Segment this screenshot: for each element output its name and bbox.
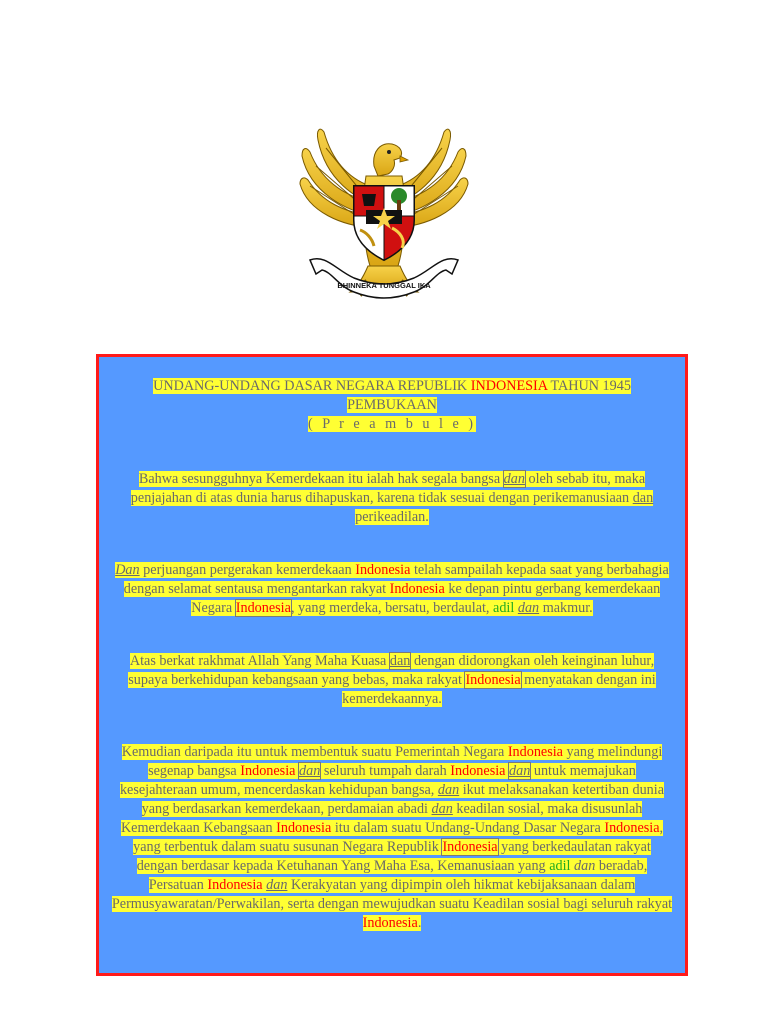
paragraph-1: Bahwa sesungguhnya Kemerdekaan itu ialah hak segala bangsa dan oleh sebab itu, maka penjajahan di atas dunia harus dihapuskan, karena tidak sesuai dengan perikemanusiaan dan perikeadilan. — [130, 471, 654, 525]
preamble-frame — [96, 354, 688, 976]
paragraph-3: Atas berkat rakhmat Allah Yang Maha Kuasa dan dengan didorongkan oleh keinginan luhur, supaya berkehidupan kebangsaan yang bebas, maka rakyat Indonesia menyatakan dengan ini kemerdekaannya. — [128, 653, 656, 707]
paragraph-2: Dan perjuangan pergerakan kemerdekaan Indonesia telah sampailah kepada saat yang berbahagia dengan selamat sentausa mengantarkan rakyat Indonesia ke depan pintu gerbang kemerdekaan Negara Indonesia, yang merdeka, bersatu, berdaulat, adil dan makmur. — [115, 562, 669, 616]
title-preamble: ( P r e a m b u l e ) — [307, 416, 477, 432]
motto-text: BHINNEKA TUNGGAL IKA — [337, 281, 431, 290]
garuda-emblem — [296, 120, 472, 316]
title-pembukaan: PEMBUKAAN — [347, 397, 437, 413]
shield — [354, 186, 414, 260]
preamble-content — [111, 377, 673, 933]
garuda-head — [374, 144, 408, 176]
document-title: UNDANG-UNDANG DASAR NEGARA REPUBLIK INDONESIA TAHUN 1945 PEMBUKAAN ( P r e a m b u l e ) — [153, 378, 631, 432]
paragraph-4: Kemudian daripada itu untuk membentuk suatu Pemerintah Negara Indonesia yang melindungi segenap bangsa Indonesia dan seluruh tumpah darah Indonesia dan untuk memajukan kesejahteraan umum, mencerdaskan kehidupan bangsa, dan ikut melaksanakan ketertiban dunia yang berdasarkan kemerdekaan, perdamaian abadi dan keadilan sosial, maka disusunlah Kemerdekaan Kebangsaan Indonesia itu dalam suatu Undang-Undang Dasar Negara Indonesia, yang terbentuk dalam suatu susunan Negara Republik Indonesia yang berkedaulatan rakyat dengan berdasar kepada Ketuhanan Yang Maha Esa, Kemanusiaan yang adil dan beradab, Persatuan Indonesia dan Kerakyatan yang dipimpin oleh hikmat kebijaksanaan dalam Permusyawaratan/Perwakilan, serta dengan mewujudkan suatu Keadilan sosial bagi seluruh rakyat Indonesia. — [111, 744, 673, 931]
